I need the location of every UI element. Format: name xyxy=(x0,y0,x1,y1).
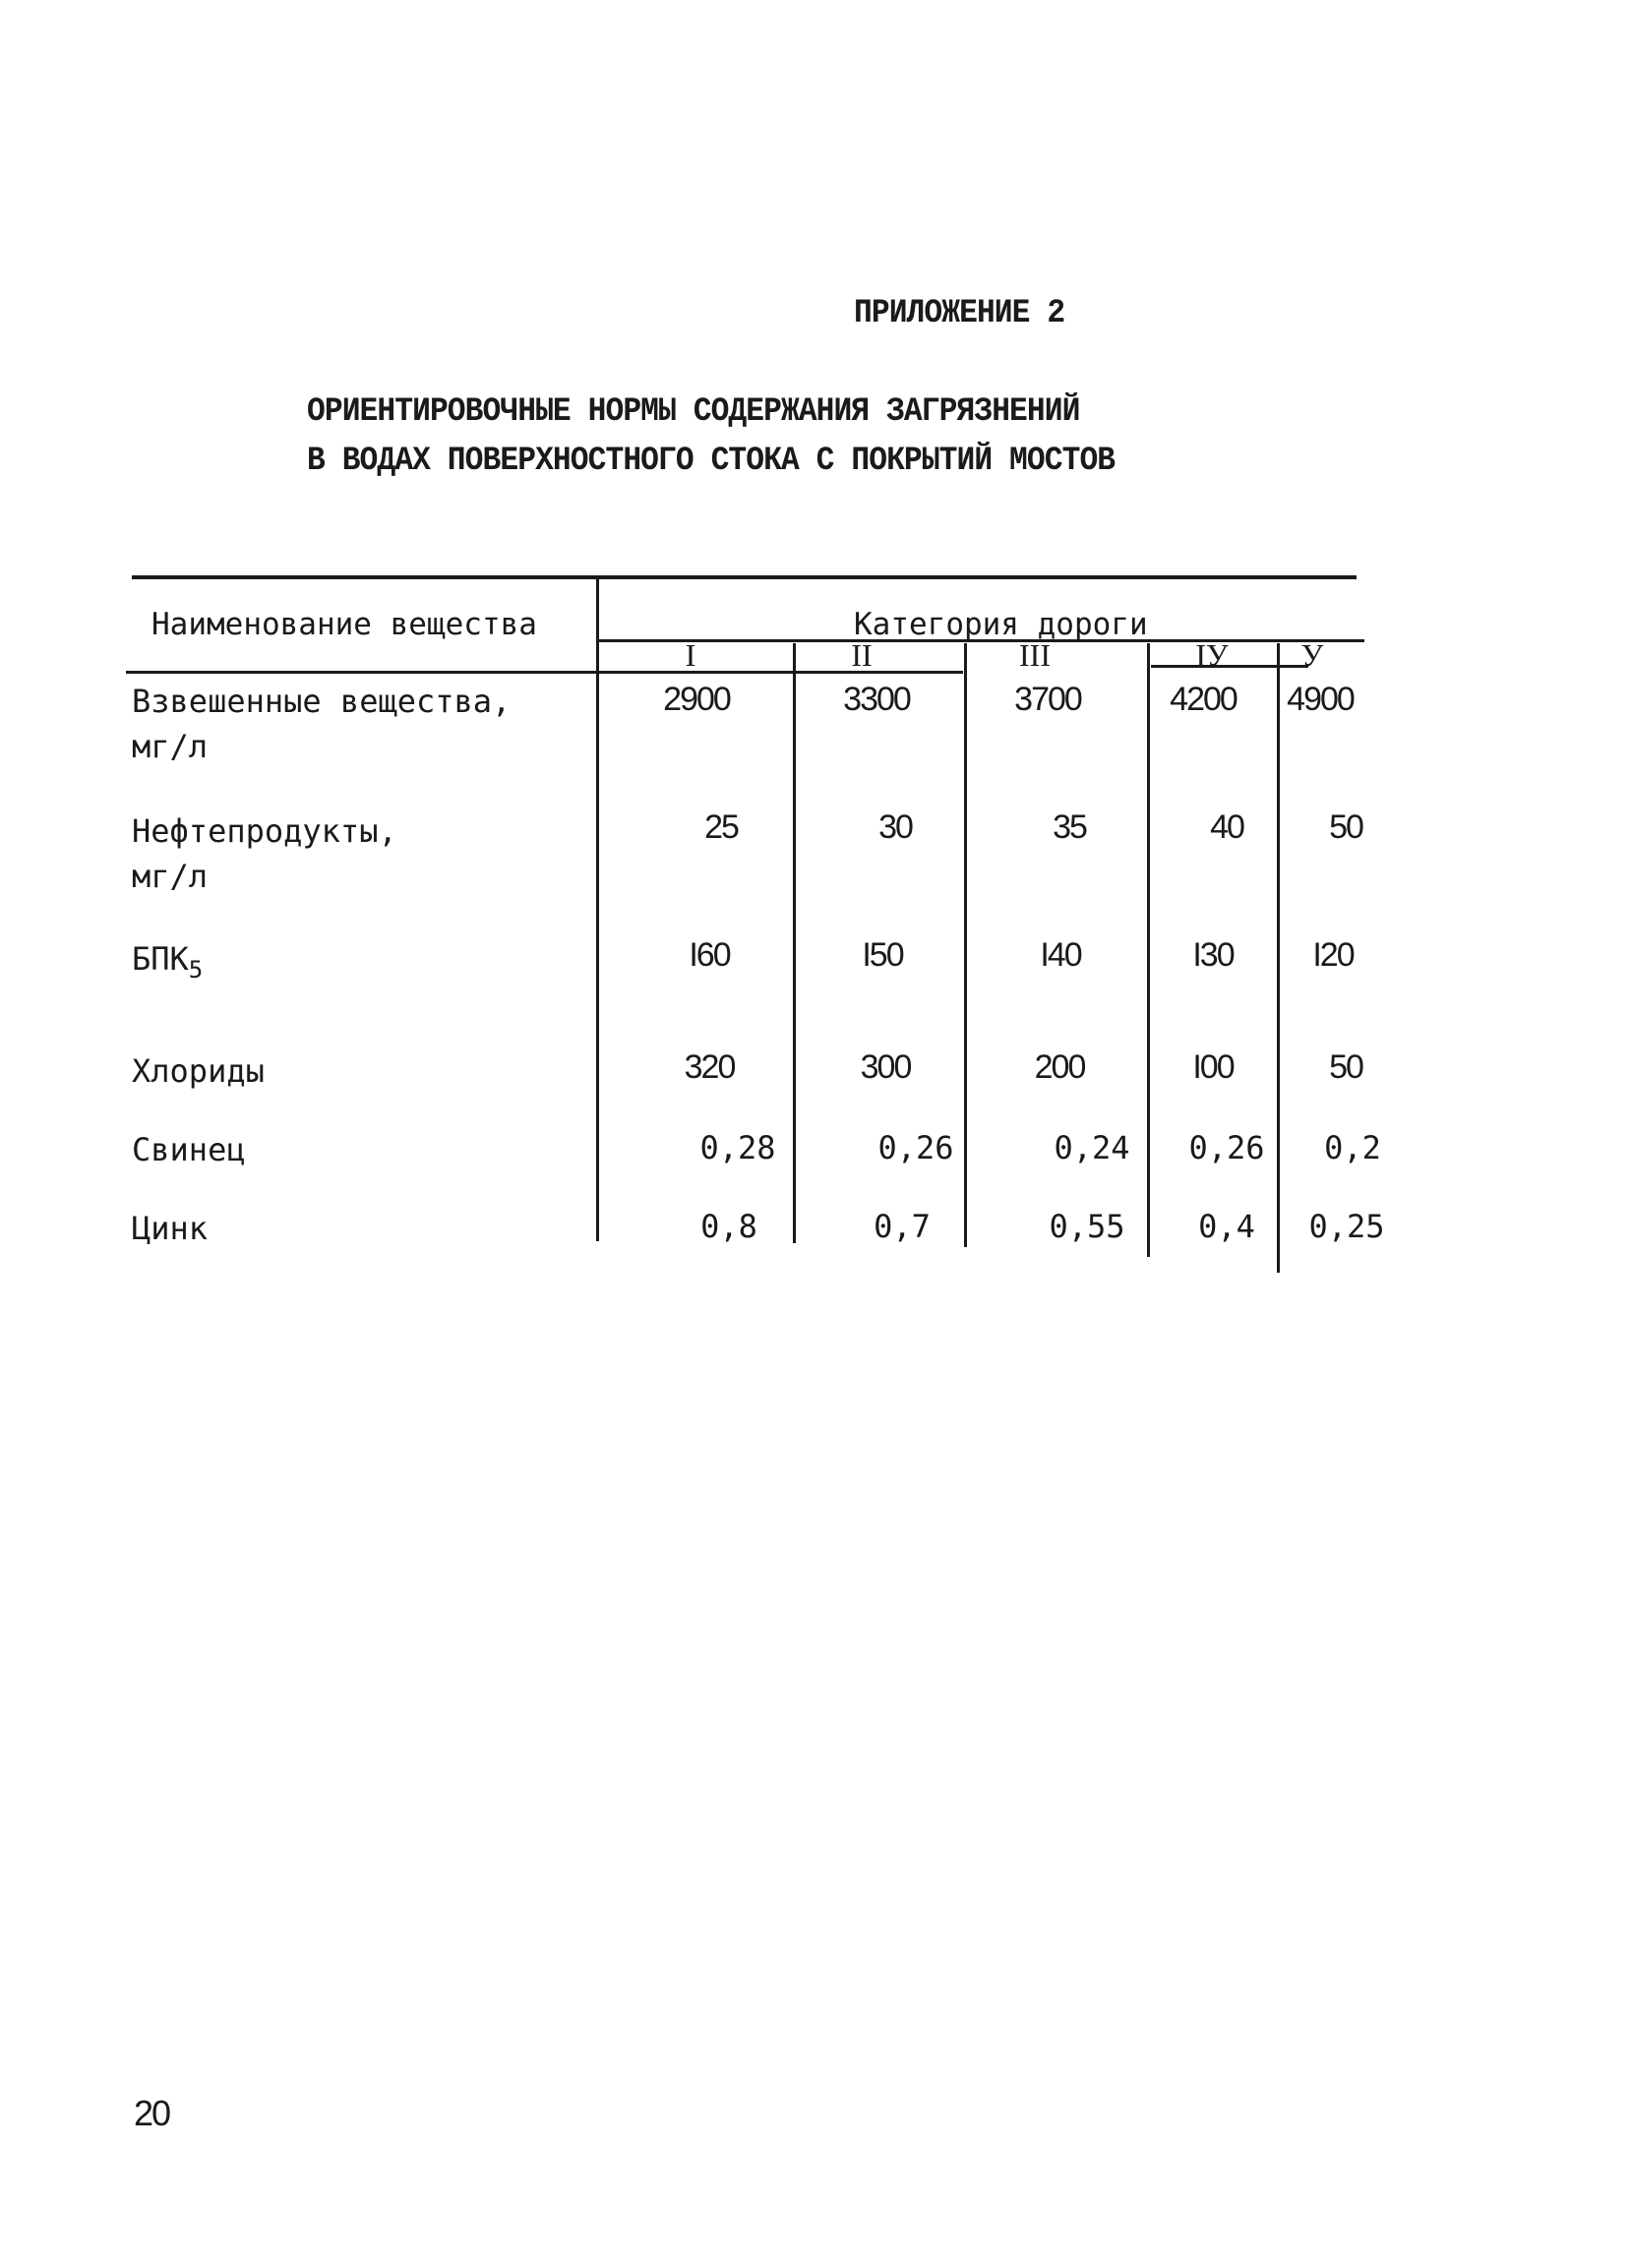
table-cell: 4900 xyxy=(1287,681,1354,718)
table-cell: I20 xyxy=(1312,936,1354,974)
table-cell: 4200 xyxy=(1170,681,1237,718)
table-cell: 300 xyxy=(860,1048,911,1086)
category-label-5: У xyxy=(1300,644,1324,668)
table-row-name: Взвешенные вещества, мг/л xyxy=(132,683,512,765)
column-header-road-category: Категория дороги xyxy=(854,607,1148,642)
table-top-rule xyxy=(132,575,1357,579)
category-label-1: I xyxy=(685,644,696,668)
table-cell: 25 xyxy=(704,808,738,846)
table-cell: I30 xyxy=(1192,936,1234,974)
table-cell: 200 xyxy=(1034,1048,1085,1086)
column-divider xyxy=(596,578,599,1241)
table-cell: 0,4 xyxy=(1198,1208,1255,1245)
table-cell: I00 xyxy=(1192,1048,1234,1086)
table-cell: 40 xyxy=(1210,808,1243,846)
table-cell: 35 xyxy=(1053,808,1086,846)
table-row-name: $БПК_5$ xyxy=(132,940,204,984)
table-cell: 3700 xyxy=(1014,681,1081,718)
appendix-label: ПРИЛОЖЕНИЕ 2 xyxy=(854,295,1065,332)
category-label-3: III xyxy=(1019,644,1051,668)
table-cell: 0,25 xyxy=(1308,1208,1385,1245)
table-cell: 30 xyxy=(878,808,912,846)
document-title-line-1: ОРИЕНТИРОВОЧНЫЕ НОРМЫ СОДЕРЖАНИЯ ЗАГРЯЗНЕНИЙ xyxy=(307,393,1080,431)
table-cell: 0,26 xyxy=(1188,1129,1265,1166)
table-cell: 0,8 xyxy=(700,1208,757,1245)
table-cell: I40 xyxy=(1040,936,1081,974)
table-cell: 3300 xyxy=(843,681,910,718)
document-title-line-2: В ВОДАХ ПОВЕРХНОСТНОГО СТОКА С ПОКРЫТИЙ МОСТОВ xyxy=(307,443,1116,480)
table-cell: 0,7 xyxy=(874,1208,931,1245)
column-header-substance: Наименование вещества xyxy=(151,607,537,642)
header-bottom-rule xyxy=(126,671,963,674)
table-row-name: Нефтепродукты, мг/л xyxy=(132,812,397,895)
category-label-2: II xyxy=(851,644,873,668)
category-label-4: IУ xyxy=(1195,644,1229,668)
table-cell: 0,26 xyxy=(877,1129,954,1166)
table-cell: 320 xyxy=(684,1048,735,1086)
table-cell: I60 xyxy=(689,936,730,974)
table-cell: I50 xyxy=(862,936,903,974)
table-row-name: Свинец xyxy=(132,1131,246,1168)
page-number: 20 xyxy=(134,2093,170,2133)
table-cell: 0,2 xyxy=(1324,1129,1381,1166)
table-cell: 50 xyxy=(1329,1048,1362,1086)
table-cell: 0,24 xyxy=(1054,1129,1130,1166)
table-cell: 0,55 xyxy=(1049,1208,1125,1245)
table-row-name: Цинк xyxy=(132,1210,209,1247)
table-row-name: Хлориды xyxy=(132,1052,265,1090)
table-cell: 0,28 xyxy=(699,1129,776,1166)
table-cell: 2900 xyxy=(663,681,730,718)
table-cell: 50 xyxy=(1329,808,1362,846)
